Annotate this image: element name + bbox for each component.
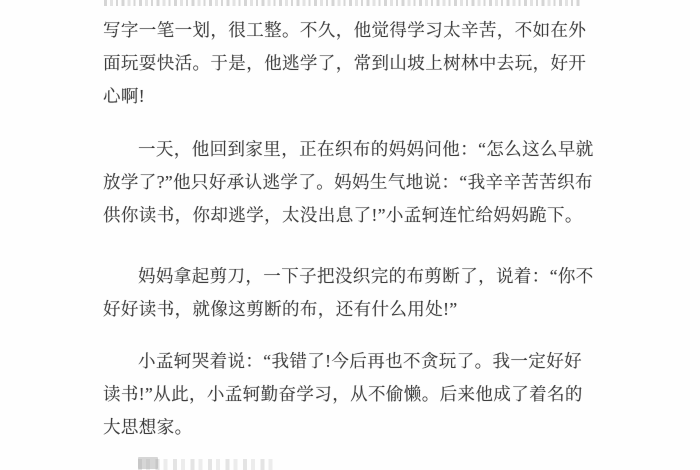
text-line: 妈妈拿起剪刀，一下子把没织完的布剪断了，说着：“你不 xyxy=(138,266,594,286)
paragraph xyxy=(103,345,591,444)
text-line: 大思想家。 xyxy=(103,417,193,437)
cut-off-text-line-top xyxy=(104,0,582,6)
text-line: 心啊! xyxy=(103,86,146,106)
text-line: 放学了?”他只好承认逃学了。妈妈生气地说：“我辛辛苦苦织布 xyxy=(103,172,593,192)
text-line: 面玩耍快活。于是，他逃学了，常到山坡上树林中去玩，好开 xyxy=(103,53,587,73)
text-line: 供你读书，你却逃学，太没出息了!”小孟轲连忙给妈妈跪下。 xyxy=(103,205,583,225)
cut-off-text-line-bottom xyxy=(138,459,276,470)
text-line: 好好读书，就像这剪断的布，还有什么用处!” xyxy=(103,299,458,319)
paragraph xyxy=(103,133,594,232)
paragraph xyxy=(103,260,594,326)
text-line: 小孟轲哭着说：“我错了!今后再也不贪玩了。我一定好好 xyxy=(138,351,582,371)
text-line: 读书!”从此，小孟轲勤奋学习，从不偷懒。后来他成了着名的 xyxy=(103,384,583,404)
paragraph xyxy=(103,14,591,113)
text-line: 一天，他回到家里，正在织布的妈妈问他：“怎么这么早就 xyxy=(138,139,594,159)
text-line: 写字一笔一划，很工整。不久，他觉得学习太辛苦，不如在外 xyxy=(103,20,587,40)
